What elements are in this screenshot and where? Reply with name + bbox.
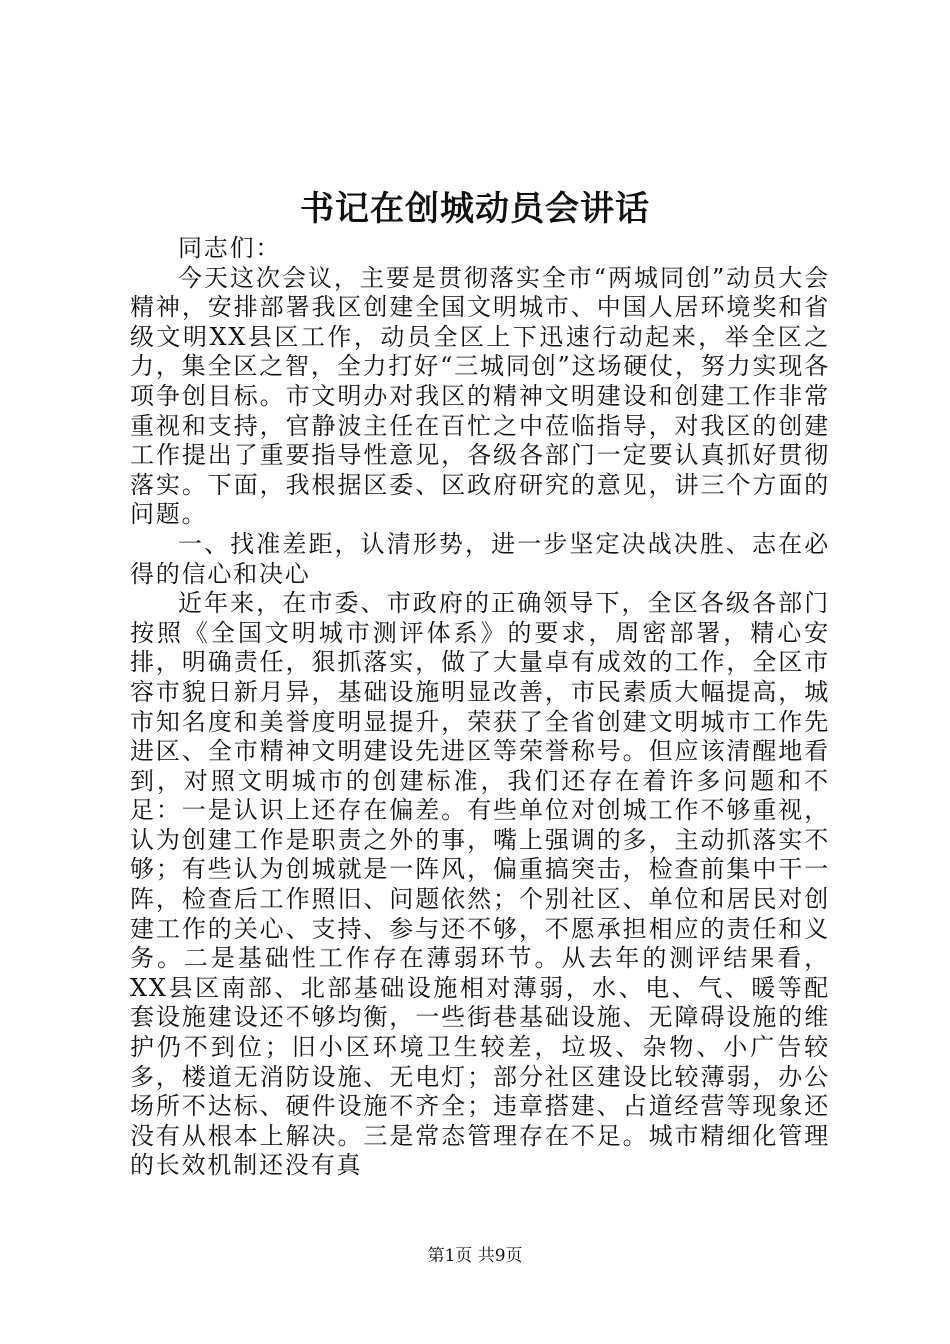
page-number-footer: 第1页 共9页 [427, 1246, 523, 1266]
paragraph-salutation: 同志们： [178, 234, 282, 262]
paragraph-intro: 今天这次会议，主要是贯彻落实全市“两城同创”动员大会精神，安排部署我区创建全国文明城市、中国人居环境奖和省级文明XX县区工作，动员全区上下迅速行动起来，举全区之力，集全区之智，全力打好“三城同创”这场硬仗，努力实现各项争创目标。市文明办对我区的精神文明建设和创建工作非常重视和支持，官静波主任在百忙之中莅临指导，对我区的创建工作提出了重要指导性意见，各级各部门一定要认真抓好贯彻落实。下面，我根据区委、区政府研究的意见，讲三个方面的问题。 [130, 263, 830, 529]
document-title: 书记在创城动员会讲话 [300, 189, 650, 229]
paragraph-section-1: 近年来，在市委、市政府的正确领导下，全区各级各部门按照《全国文明城市测评体系》的要求，周密部署，精心安排，明确责任，狠抓落实，做了大量卓有成效的工作，全区市容市貌日新月异，基础设施明显改善，市民素质大幅提高，城市知名度和美誉度明显提升，荣获了全省创建文明城市工作先进区、全市精神文明建设先进区等荣誉称号。但应该清醒地看到，对照文明城市的创建标准，我们还存在着许多问题和不足：一是认识上还存在偏差。有些单位对创城工作不够重视，认为创建工作是职责之外的事，嘴上强调的多，主动抓落实不够；有些认为创城就是一阵风，偏重搞突击，检查前集中干一阵，检查后工作照旧、问题依然；个别社区、单位和居民对创建工作的关心、支持、参与还不够，不愿承担相应的责任和义务。二是基础性工作存在薄弱环节。从去年的测评结果看，XX县区南部、北部基础设施相对薄弱，水、电、气、暖等配套设施建设还不够均衡，一些街巷基础设施、无障碍设施的维护仍不到位；旧小区环境卫生较差，垃圾、杂物、小广告较多，楼道无消防设施、无电灯；部分社区建设比较薄弱，办公场所不达标、硬件设施不齐全；违章搭建、占道经营等现象还没有从根本上解决。三是常态管理存在不足。城市精细化管理的长效机制还没有真 [130, 589, 830, 1180]
section-heading-1: 一、找准差距，认清形势，进一步坚定决战决胜、志在必得的信心和决心 [130, 529, 830, 588]
document-body [130, 234, 830, 1181]
